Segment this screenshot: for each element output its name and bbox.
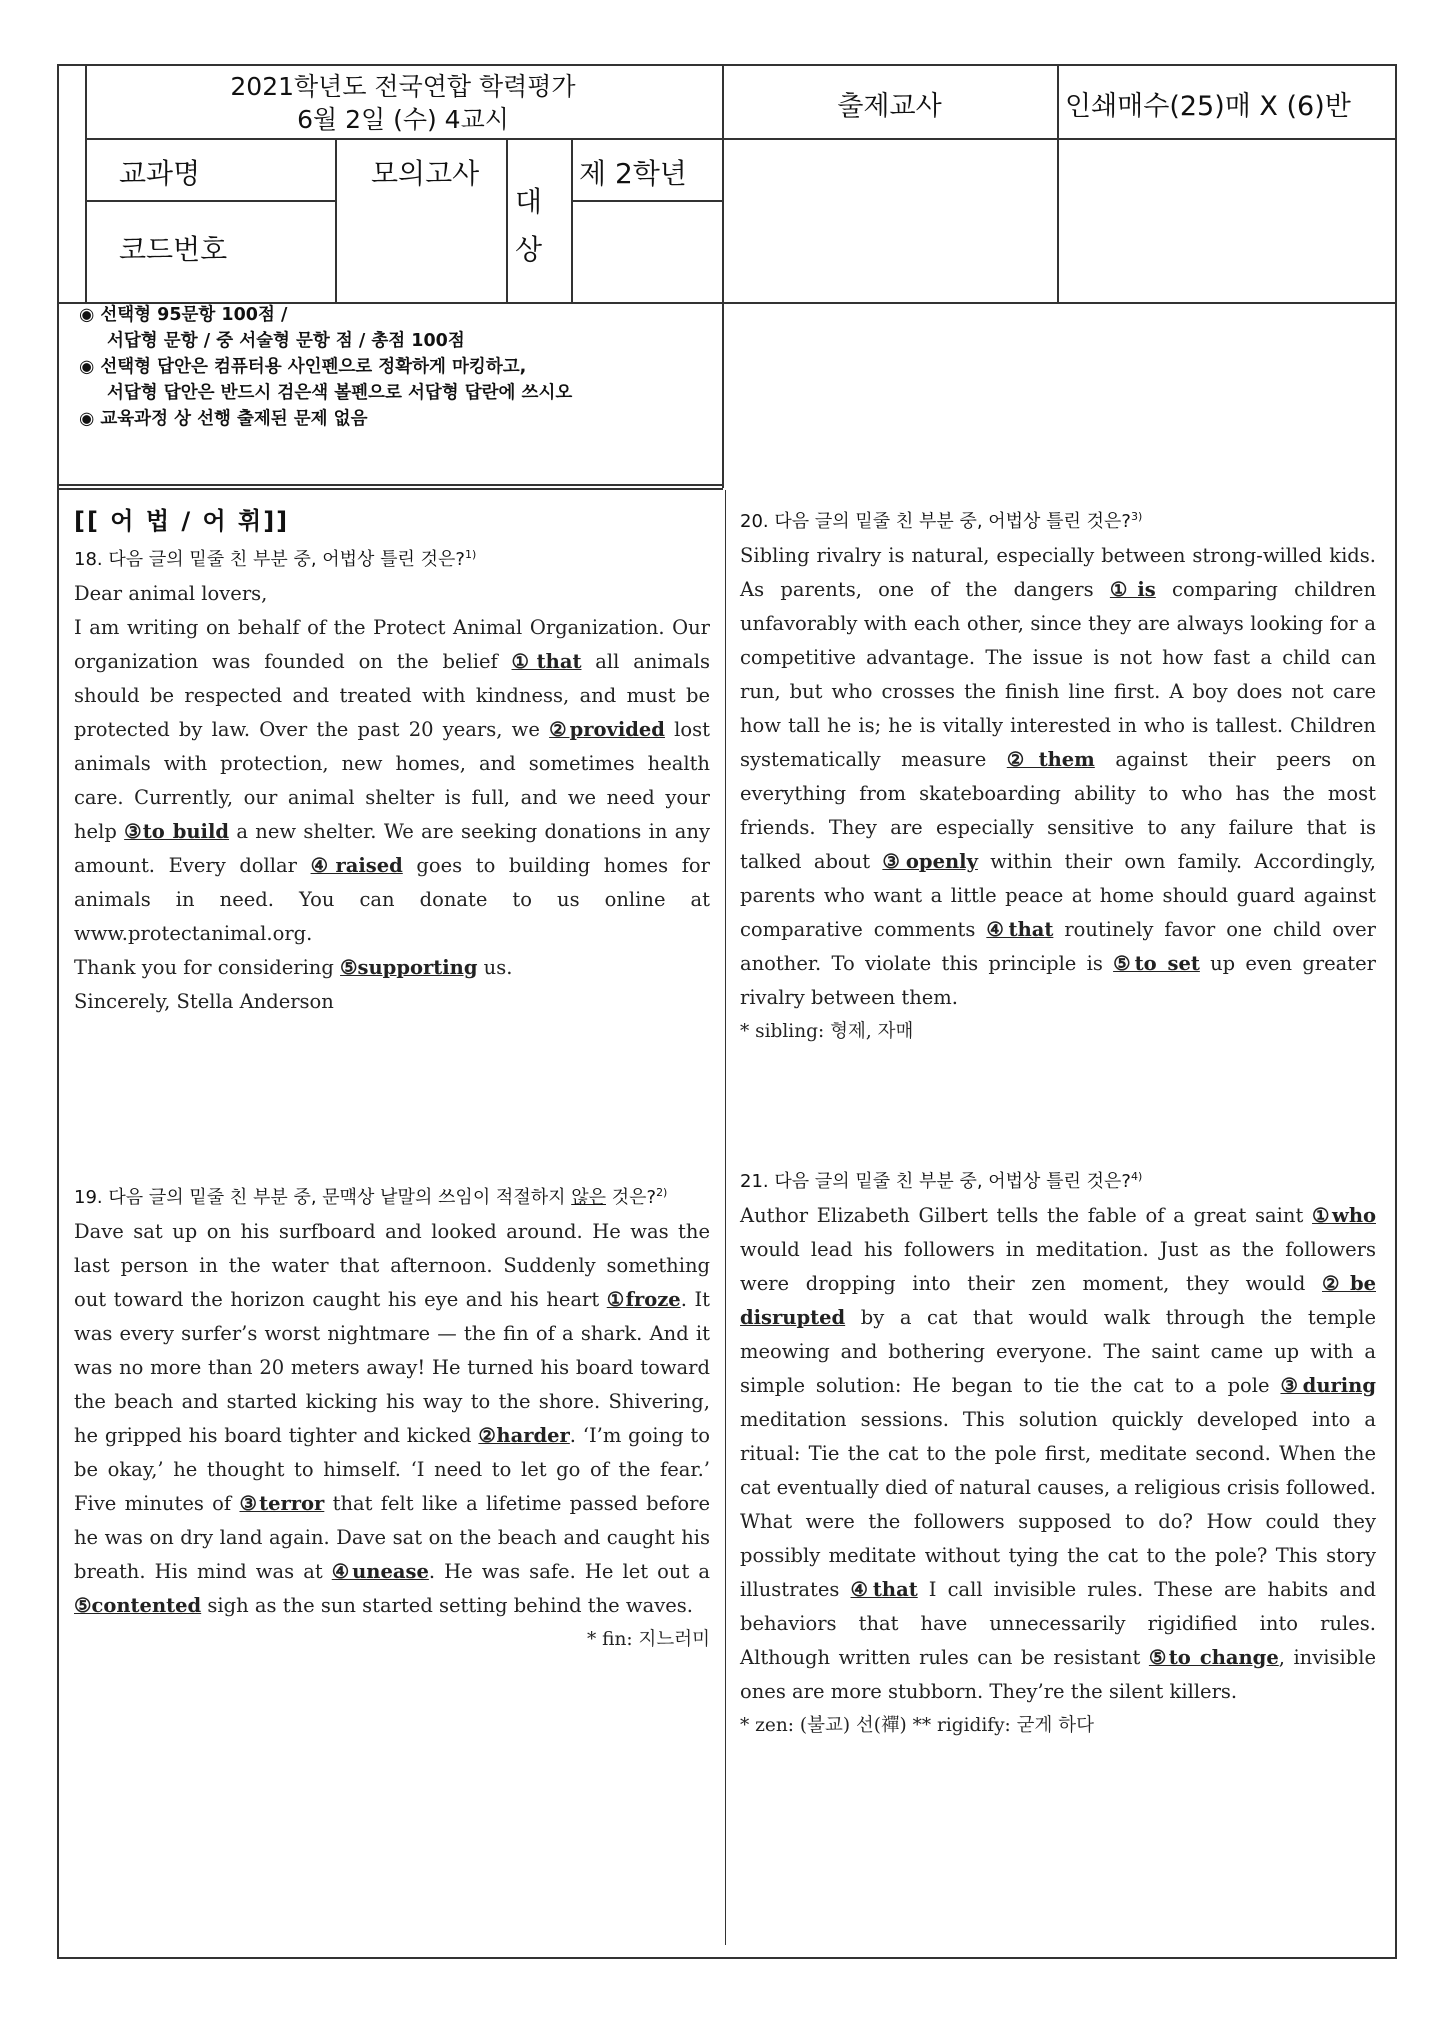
notice-line: 서답형 문항 / 중 서술형 문항 점 / 총점 100점 bbox=[107, 331, 465, 351]
q18-body: I am writing on behalf of the Protect Animal Organization. Our organization was founded on the belief ①that all animals should be respected and treated with kindness, and must be protected by law. Over the past 20 years, we ②provided lost animals with protection, new homes, and sometimes health care. Currently, our animal shelter is full, and we need your help ③to build a new shelter. We are seeking donations in any amount. Every dollar ④raised goes to building homes for animals in need. You can donate to us online at www.protectanimal.org. bbox=[74, 616, 711, 945]
exam-title bbox=[83, 70, 723, 136]
print-count: 인쇄매수(25)매 X (6)반 bbox=[1065, 91, 1351, 122]
subject-value: 모의고사 bbox=[371, 157, 480, 190]
question-18 bbox=[74, 504, 710, 1019]
q18-closing: Sincerely, Stella Anderson bbox=[74, 990, 334, 1013]
notice-line: 서답형 답안은 반드시 검은색 볼펜으로 서답형 답란에 쓰시오 bbox=[107, 383, 573, 403]
notice-line: ◉ 교육과정 상 선행 출제된 문제 없음 bbox=[79, 409, 368, 429]
q20-footnote: * sibling: 형제, 자매 bbox=[740, 1021, 914, 1042]
exam-title-line2: 6월 2일 (수) 4교시 bbox=[297, 105, 509, 134]
q21-body: Author Elizabeth Gilbert tells the fable of a great saint ①who would lead his followers in meditation. Just as the followers were dropping into their zen moment, they would ②be disrupted by a cat that would walk through the temple meowing and bothering everyone. The saint came up with a simple solution: He began to tie the cat to a pole ③during meditation sessions. This solution quickly developed into a ritual: Tie the cat to the pole first, meditate second. When the cat eventually died of natural causes, a religious crisis followed. What were the followers supposed to do? How could they possibly meditate without tying the cat to the pole? This story illustrates ④that I call invisible rules. These are habits and behaviors that have unnecessarily rigidified into rules. Although written rules can be resistant ⑤to change, invisible ones are more stubborn. They’re the silent killers. bbox=[740, 1204, 1376, 1703]
q20-body: Sibling rivalry is natural, especially between strong-willed kids. As parents, one of the dangers ①is comparing children unfavorably with each other, since they are always looking for a competitive advantage. The issue is not how fast a child can run, but who crosses the finish line first. A boy does not care how tall he is; he is vitally interested in who is tallest. Children systematically measure ②them against their peers on everything from skateboarding ability to who has the most friends. They are especially sensitive to any failure that is talked about ③openly within their own family. Accordingly, parents who want a little peace at home should guard against comparative comments ④that routinely favor one child over another. To violate this principle is ⑤to set up even greater rivalry between them. bbox=[740, 544, 1376, 1009]
code-label: 코드번호 bbox=[119, 233, 228, 266]
exam-notice bbox=[79, 302, 759, 432]
q19-footnote: * fin: 지느러미 bbox=[587, 1629, 710, 1650]
question-19 bbox=[74, 1176, 710, 1657]
target-value: 제 2학년 bbox=[579, 157, 687, 190]
exam-page bbox=[57, 64, 1397, 1959]
question-21 bbox=[740, 1160, 1376, 1743]
question-21-prompt: 21. 다음 글의 밑줄 친 부분 중, 어법상 틀린 것은?$^{4)}$ bbox=[740, 1170, 1143, 1192]
q19-body: Dave sat up on his surfboard and looked around. He was the last person in the water that afternoon. Suddenly something out toward the horizon caught his eye and his heart ①froze. It was every surfer’s worst nightmare — the fin of a shark. And it was no more than 20 meters away! He turned his board toward the beach and started kicking his way to the shore. Shivering, he gripped his board tighter and kicked ②harder. ‘I’m going to be okay,’ he thought to himself. ‘I need to let go of the fear.’ Five minutes of ③terror that felt like a lifetime passed before he was on dry land again. Dave sat on the beach and caught his breath. His mind was at ④unease. He was safe. He let out a ⑤contented sigh as the sun started setting behind the waves. bbox=[74, 1220, 710, 1617]
question-18-prompt: 18. 다음 글의 밑줄 친 부분 중, 어법상 틀린 것은?$^{1)}$ bbox=[74, 548, 477, 570]
examiner-label: 출제교사 bbox=[837, 91, 942, 122]
q18-greeting: Dear animal lovers, bbox=[74, 582, 268, 605]
question-20-prompt: 20. 다음 글의 밑줄 친 부분 중, 어법상 틀린 것은?$^{3)}$ bbox=[740, 510, 1143, 532]
section-title: [[ 어 법 / 어 휘]] bbox=[74, 507, 290, 535]
notice-line: ◉ 선택형 답안은 컴퓨터용 사인펜으로 정확하게 마킹하고, bbox=[79, 357, 527, 377]
q18-thanks: Thank you for considering ⑤supporting us. bbox=[74, 956, 513, 979]
question-20 bbox=[740, 500, 1376, 1049]
q21-footnote: * zen: (불교) 선(禪) ** rigidify: 굳게 하다 bbox=[740, 1715, 1095, 1736]
exam-header-table bbox=[59, 66, 1395, 302]
target-label-top: 대 bbox=[515, 185, 543, 218]
question-19-prompt: 19. 다음 글의 밑줄 친 부분 중, 문맥상 낱말의 쓰임이 적절하지 않은 것은?$^{2)}$ bbox=[74, 1186, 668, 1208]
notice-line: ◉ 선택형 95문항 100점 / bbox=[79, 305, 288, 325]
exam-title-line1: 2021학년도 전국연합 학력평가 bbox=[230, 72, 576, 101]
target-label-bottom: 상 bbox=[515, 233, 543, 266]
subject-label: 교과명 bbox=[119, 157, 201, 190]
